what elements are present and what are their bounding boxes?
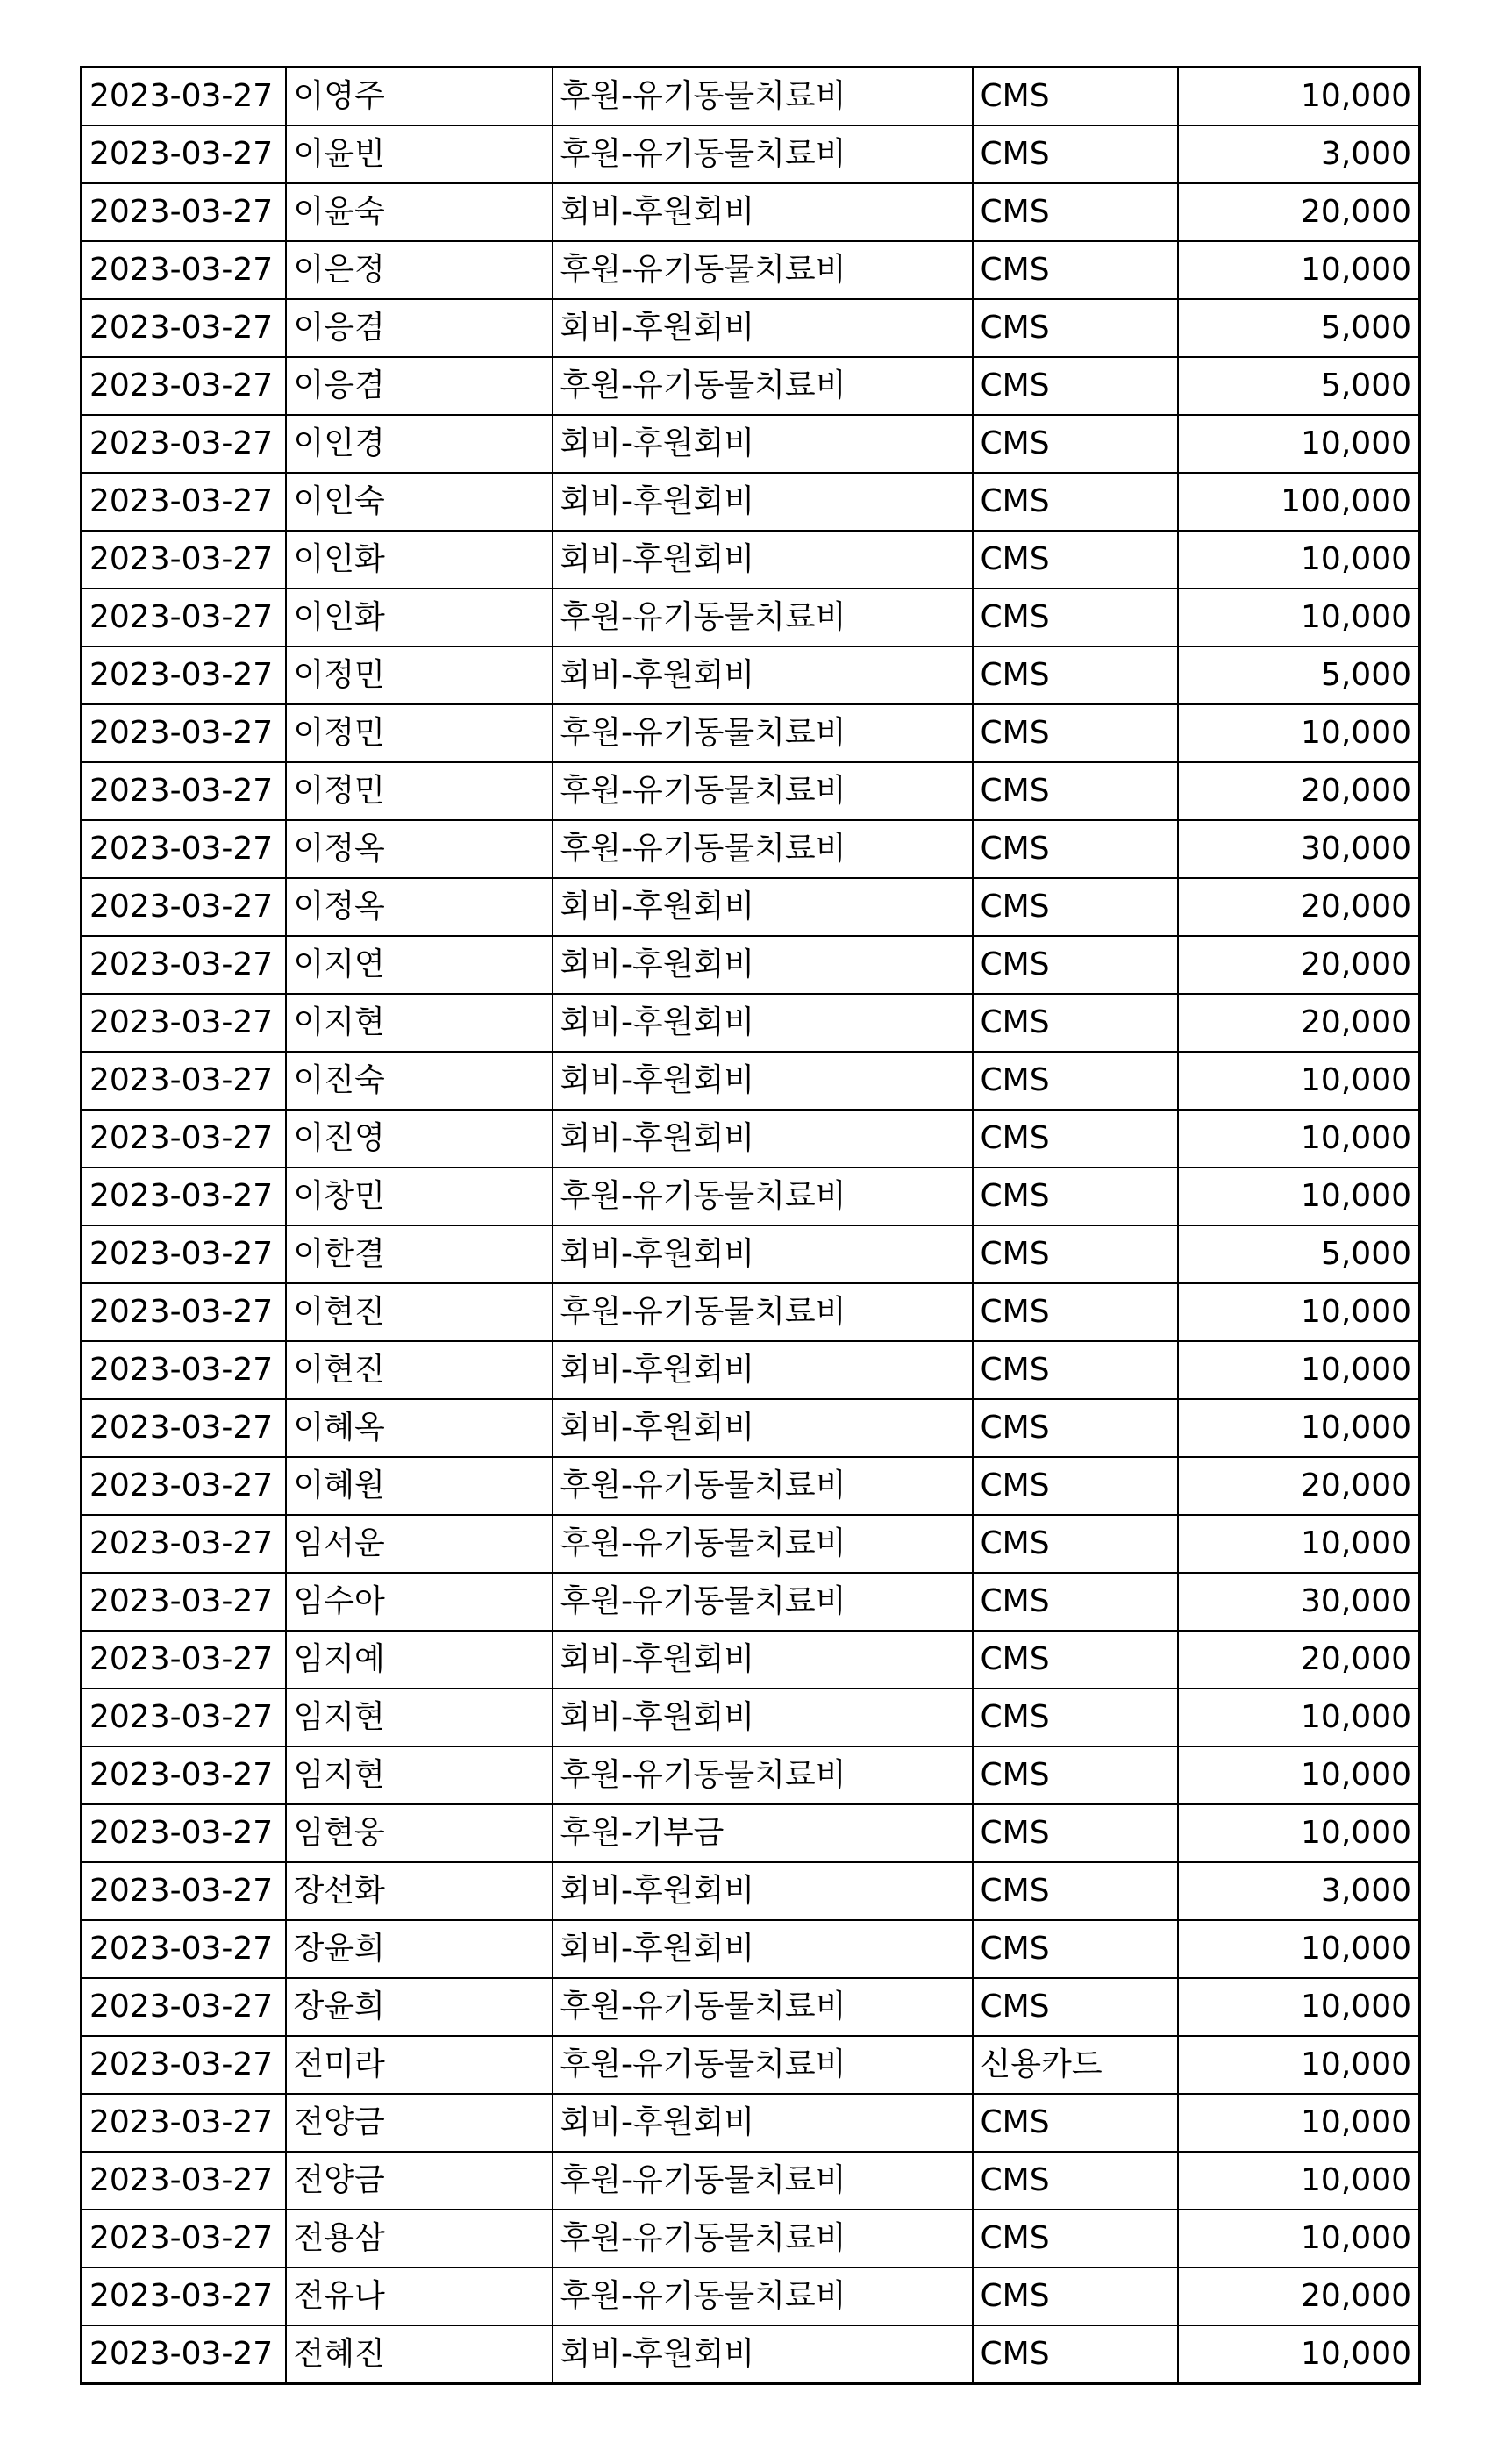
amount-cell: 3,000 <box>1178 1862 1420 1920</box>
date-cell: 2023-03-27 <box>82 1689 286 1746</box>
table-row <box>82 820 1420 878</box>
name-cell: 이지현 <box>286 994 553 1052</box>
name-cell: 이진숙 <box>286 1052 553 1110</box>
amount-cell: 10,000 <box>1178 1399 1420 1457</box>
amount-cell: 5,000 <box>1178 357 1420 415</box>
name-cell: 이진영 <box>286 1110 553 1168</box>
amount-cell: 10,000 <box>1178 1978 1420 2036</box>
payment-method-cell: CMS <box>973 1110 1178 1168</box>
category-cell: 회비-후원회비 <box>553 1631 973 1689</box>
payment-method-cell: CMS <box>973 1689 1178 1746</box>
table-row <box>82 2152 1420 2210</box>
table-row <box>82 1804 1420 1862</box>
payment-method-cell: CMS <box>973 820 1178 878</box>
name-cell: 이정옥 <box>286 878 553 936</box>
category-cell: 회비-후원회비 <box>553 1052 973 1110</box>
amount-cell: 5,000 <box>1178 646 1420 704</box>
date-cell: 2023-03-27 <box>82 1052 286 1110</box>
category-cell: 후원-유기동물치료비 <box>553 2152 973 2210</box>
table-row <box>82 2210 1420 2268</box>
date-cell: 2023-03-27 <box>82 415 286 473</box>
payment-method-cell: 신용카드 <box>973 2036 1178 2094</box>
table-row <box>82 878 1420 936</box>
amount-cell: 20,000 <box>1178 1631 1420 1689</box>
date-cell: 2023-03-27 <box>82 1168 286 1225</box>
category-cell: 후원-유기동물치료비 <box>553 762 973 820</box>
date-cell: 2023-03-27 <box>82 1399 286 1457</box>
table-row <box>82 1631 1420 1689</box>
name-cell: 이정민 <box>286 646 553 704</box>
name-cell: 임지현 <box>286 1689 553 1746</box>
date-cell: 2023-03-27 <box>82 1573 286 1631</box>
category-cell: 후원-유기동물치료비 <box>553 68 973 126</box>
name-cell: 전혜진 <box>286 2325 553 2384</box>
name-cell: 이윤숙 <box>286 183 553 241</box>
ledger-body <box>82 68 1420 2384</box>
date-cell: 2023-03-27 <box>82 2152 286 2210</box>
name-cell: 장선화 <box>286 1862 553 1920</box>
category-cell: 회비-후원회비 <box>553 1862 973 1920</box>
name-cell: 임지현 <box>286 1746 553 1804</box>
name-cell: 전미라 <box>286 2036 553 2094</box>
table-row <box>82 473 1420 531</box>
amount-cell: 10,000 <box>1178 704 1420 762</box>
category-cell: 후원-유기동물치료비 <box>553 704 973 762</box>
payment-method-cell: CMS <box>973 125 1178 183</box>
date-cell: 2023-03-27 <box>82 2210 286 2268</box>
amount-cell: 10,000 <box>1178 2152 1420 2210</box>
date-cell: 2023-03-27 <box>82 589 286 646</box>
amount-cell: 10,000 <box>1178 1283 1420 1341</box>
payment-method-cell: CMS <box>973 1399 1178 1457</box>
category-cell: 회비-후원회비 <box>553 2094 973 2152</box>
category-cell: 후원-기부금 <box>553 1804 973 1862</box>
category-cell: 회비-후원회비 <box>553 878 973 936</box>
date-cell: 2023-03-27 <box>82 1341 286 1399</box>
name-cell: 전양금 <box>286 2152 553 2210</box>
amount-cell: 20,000 <box>1178 936 1420 994</box>
table-row <box>82 299 1420 357</box>
category-cell: 후원-유기동물치료비 <box>553 1573 973 1631</box>
name-cell: 임수아 <box>286 1573 553 1631</box>
payment-method-cell: CMS <box>973 1341 1178 1399</box>
amount-cell: 20,000 <box>1178 183 1420 241</box>
category-cell: 후원-유기동물치료비 <box>553 1168 973 1225</box>
name-cell: 이인화 <box>286 531 553 589</box>
category-cell: 후원-유기동물치료비 <box>553 1283 973 1341</box>
date-cell: 2023-03-27 <box>82 1110 286 1168</box>
date-cell: 2023-03-27 <box>82 878 286 936</box>
name-cell: 전양금 <box>286 2094 553 2152</box>
payment-method-cell: CMS <box>973 357 1178 415</box>
table-row <box>82 704 1420 762</box>
table-row <box>82 415 1420 473</box>
date-cell: 2023-03-27 <box>82 1804 286 1862</box>
category-cell: 후원-유기동물치료비 <box>553 2036 973 2094</box>
amount-cell: 10,000 <box>1178 1052 1420 1110</box>
payment-method-cell: CMS <box>973 415 1178 473</box>
table-row <box>82 1283 1420 1341</box>
category-cell: 회비-후원회비 <box>553 1341 973 1399</box>
name-cell: 이정민 <box>286 762 553 820</box>
date-cell: 2023-03-27 <box>82 2268 286 2325</box>
date-cell: 2023-03-27 <box>82 1746 286 1804</box>
table-row <box>82 589 1420 646</box>
date-cell: 2023-03-27 <box>82 1920 286 1978</box>
date-cell: 2023-03-27 <box>82 241 286 299</box>
payment-method-cell: CMS <box>973 994 1178 1052</box>
date-cell: 2023-03-27 <box>82 704 286 762</box>
amount-cell: 3,000 <box>1178 125 1420 183</box>
date-cell: 2023-03-27 <box>82 183 286 241</box>
name-cell: 이은정 <box>286 241 553 299</box>
payment-method-cell: CMS <box>973 1283 1178 1341</box>
amount-cell: 10,000 <box>1178 531 1420 589</box>
amount-cell: 10,000 <box>1178 2210 1420 2268</box>
name-cell: 이인경 <box>286 415 553 473</box>
amount-cell: 10,000 <box>1178 1689 1420 1746</box>
table-row <box>82 531 1420 589</box>
table-row <box>82 125 1420 183</box>
amount-cell: 10,000 <box>1178 2094 1420 2152</box>
table-row <box>82 1341 1420 1399</box>
table-row <box>82 1399 1420 1457</box>
payment-method-cell: CMS <box>973 68 1178 126</box>
amount-cell: 10,000 <box>1178 2036 1420 2094</box>
date-cell: 2023-03-27 <box>82 2094 286 2152</box>
payment-method-cell: CMS <box>973 1052 1178 1110</box>
payment-method-cell: CMS <box>973 1168 1178 1225</box>
name-cell: 이혜옥 <box>286 1399 553 1457</box>
table-row <box>82 357 1420 415</box>
amount-cell: 20,000 <box>1178 1457 1420 1515</box>
table-row <box>82 68 1420 126</box>
date-cell: 2023-03-27 <box>82 2325 286 2384</box>
category-cell: 회비-후원회비 <box>553 1110 973 1168</box>
date-cell: 2023-03-27 <box>82 1457 286 1515</box>
amount-cell: 10,000 <box>1178 415 1420 473</box>
payment-method-cell: CMS <box>973 1862 1178 1920</box>
amount-cell: 10,000 <box>1178 1746 1420 1804</box>
category-cell: 후원-유기동물치료비 <box>553 1746 973 1804</box>
amount-cell: 30,000 <box>1178 820 1420 878</box>
name-cell: 이인화 <box>286 589 553 646</box>
name-cell: 이현진 <box>286 1341 553 1399</box>
name-cell: 전유나 <box>286 2268 553 2325</box>
payment-method-cell: CMS <box>973 1457 1178 1515</box>
date-cell: 2023-03-27 <box>82 1631 286 1689</box>
amount-cell: 100,000 <box>1178 473 1420 531</box>
name-cell: 이영주 <box>286 68 553 126</box>
table-row <box>82 183 1420 241</box>
payment-method-cell: CMS <box>973 762 1178 820</box>
table-row <box>82 1573 1420 1631</box>
date-cell: 2023-03-27 <box>82 1978 286 2036</box>
amount-cell: 10,000 <box>1178 589 1420 646</box>
date-cell: 2023-03-27 <box>82 994 286 1052</box>
payment-method-cell: CMS <box>973 2325 1178 2384</box>
donation-ledger-table <box>80 66 1421 2385</box>
name-cell: 이지연 <box>286 936 553 994</box>
payment-method-cell: CMS <box>973 936 1178 994</box>
category-cell: 회비-후원회비 <box>553 473 973 531</box>
date-cell: 2023-03-27 <box>82 357 286 415</box>
table-row <box>82 936 1420 994</box>
date-cell: 2023-03-27 <box>82 820 286 878</box>
payment-method-cell: CMS <box>973 2268 1178 2325</box>
amount-cell: 10,000 <box>1178 1341 1420 1399</box>
category-cell: 회비-후원회비 <box>553 531 973 589</box>
category-cell: 후원-유기동물치료비 <box>553 1457 973 1515</box>
category-cell: 회비-후원회비 <box>553 1225 973 1283</box>
name-cell: 전용삼 <box>286 2210 553 2268</box>
category-cell: 후원-유기동물치료비 <box>553 1978 973 2036</box>
category-cell: 후원-유기동물치료비 <box>553 125 973 183</box>
name-cell: 이정민 <box>286 704 553 762</box>
category-cell: 회비-후원회비 <box>553 994 973 1052</box>
table-row <box>82 241 1420 299</box>
category-cell: 후원-유기동물치료비 <box>553 241 973 299</box>
amount-cell: 5,000 <box>1178 1225 1420 1283</box>
table-row <box>82 1052 1420 1110</box>
table-row <box>82 994 1420 1052</box>
payment-method-cell: CMS <box>973 1631 1178 1689</box>
category-cell: 후원-유기동물치료비 <box>553 2210 973 2268</box>
table-row <box>82 2036 1420 2094</box>
payment-method-cell: CMS <box>973 241 1178 299</box>
category-cell: 후원-유기동물치료비 <box>553 589 973 646</box>
table-row <box>82 1862 1420 1920</box>
table-row <box>82 1457 1420 1515</box>
payment-method-cell: CMS <box>973 1573 1178 1631</box>
name-cell: 임현웅 <box>286 1804 553 1862</box>
name-cell: 이윤빈 <box>286 125 553 183</box>
payment-method-cell: CMS <box>973 1515 1178 1573</box>
name-cell: 이응겸 <box>286 299 553 357</box>
payment-method-cell: CMS <box>973 646 1178 704</box>
table-row <box>82 762 1420 820</box>
amount-cell: 10,000 <box>1178 68 1420 126</box>
amount-cell: 20,000 <box>1178 2268 1420 2325</box>
payment-method-cell: CMS <box>973 1920 1178 1978</box>
category-cell: 후원-유기동물치료비 <box>553 1515 973 1573</box>
date-cell: 2023-03-27 <box>82 2036 286 2094</box>
table-row <box>82 1515 1420 1573</box>
name-cell: 임서운 <box>286 1515 553 1573</box>
category-cell: 후원-유기동물치료비 <box>553 2268 973 2325</box>
date-cell: 2023-03-27 <box>82 1225 286 1283</box>
category-cell: 후원-유기동물치료비 <box>553 357 973 415</box>
date-cell: 2023-03-27 <box>82 1515 286 1573</box>
date-cell: 2023-03-27 <box>82 531 286 589</box>
payment-method-cell: CMS <box>973 1804 1178 1862</box>
category-cell: 회비-후원회비 <box>553 1689 973 1746</box>
name-cell: 임지예 <box>286 1631 553 1689</box>
payment-method-cell: CMS <box>973 589 1178 646</box>
payment-method-cell: CMS <box>973 183 1178 241</box>
date-cell: 2023-03-27 <box>82 1283 286 1341</box>
date-cell: 2023-03-27 <box>82 473 286 531</box>
table-row <box>82 1110 1420 1168</box>
payment-method-cell: CMS <box>973 1746 1178 1804</box>
date-cell: 2023-03-27 <box>82 1862 286 1920</box>
amount-cell: 10,000 <box>1178 1920 1420 1978</box>
payment-method-cell: CMS <box>973 1225 1178 1283</box>
date-cell: 2023-03-27 <box>82 68 286 126</box>
table-row <box>82 2268 1420 2325</box>
amount-cell: 10,000 <box>1178 1515 1420 1573</box>
category-cell: 회비-후원회비 <box>553 299 973 357</box>
category-cell: 회비-후원회비 <box>553 936 973 994</box>
amount-cell: 5,000 <box>1178 299 1420 357</box>
name-cell: 이한결 <box>286 1225 553 1283</box>
table-row <box>82 1225 1420 1283</box>
amount-cell: 10,000 <box>1178 1804 1420 1862</box>
payment-method-cell: CMS <box>973 299 1178 357</box>
name-cell: 이정옥 <box>286 820 553 878</box>
table-row <box>82 646 1420 704</box>
payment-method-cell: CMS <box>973 1978 1178 2036</box>
amount-cell: 20,000 <box>1178 878 1420 936</box>
name-cell: 이인숙 <box>286 473 553 531</box>
table-row <box>82 2094 1420 2152</box>
table-row <box>82 1746 1420 1804</box>
table-row <box>82 1168 1420 1225</box>
amount-cell: 20,000 <box>1178 762 1420 820</box>
payment-method-cell: CMS <box>973 704 1178 762</box>
amount-cell: 10,000 <box>1178 1110 1420 1168</box>
date-cell: 2023-03-27 <box>82 936 286 994</box>
payment-method-cell: CMS <box>973 2152 1178 2210</box>
table-row <box>82 1689 1420 1746</box>
name-cell: 이창민 <box>286 1168 553 1225</box>
amount-cell: 10,000 <box>1178 241 1420 299</box>
payment-method-cell: CMS <box>973 531 1178 589</box>
amount-cell: 20,000 <box>1178 994 1420 1052</box>
category-cell: 회비-후원회비 <box>553 1920 973 1978</box>
name-cell: 이현진 <box>286 1283 553 1341</box>
amount-cell: 30,000 <box>1178 1573 1420 1631</box>
name-cell: 이혜원 <box>286 1457 553 1515</box>
category-cell: 회비-후원회비 <box>553 183 973 241</box>
name-cell: 장윤희 <box>286 1920 553 1978</box>
payment-method-cell: CMS <box>973 473 1178 531</box>
category-cell: 회비-후원회비 <box>553 415 973 473</box>
date-cell: 2023-03-27 <box>82 125 286 183</box>
date-cell: 2023-03-27 <box>82 646 286 704</box>
name-cell: 이응겸 <box>286 357 553 415</box>
category-cell: 후원-유기동물치료비 <box>553 820 973 878</box>
category-cell: 회비-후원회비 <box>553 2325 973 2384</box>
payment-method-cell: CMS <box>973 2210 1178 2268</box>
table-row <box>82 2325 1420 2384</box>
category-cell: 회비-후원회비 <box>553 1399 973 1457</box>
category-cell: 회비-후원회비 <box>553 646 973 704</box>
date-cell: 2023-03-27 <box>82 299 286 357</box>
date-cell: 2023-03-27 <box>82 762 286 820</box>
amount-cell: 10,000 <box>1178 2325 1420 2384</box>
payment-method-cell: CMS <box>973 2094 1178 2152</box>
table-row <box>82 1920 1420 1978</box>
table-row <box>82 1978 1420 2036</box>
name-cell: 장윤희 <box>286 1978 553 2036</box>
amount-cell: 10,000 <box>1178 1168 1420 1225</box>
payment-method-cell: CMS <box>973 878 1178 936</box>
